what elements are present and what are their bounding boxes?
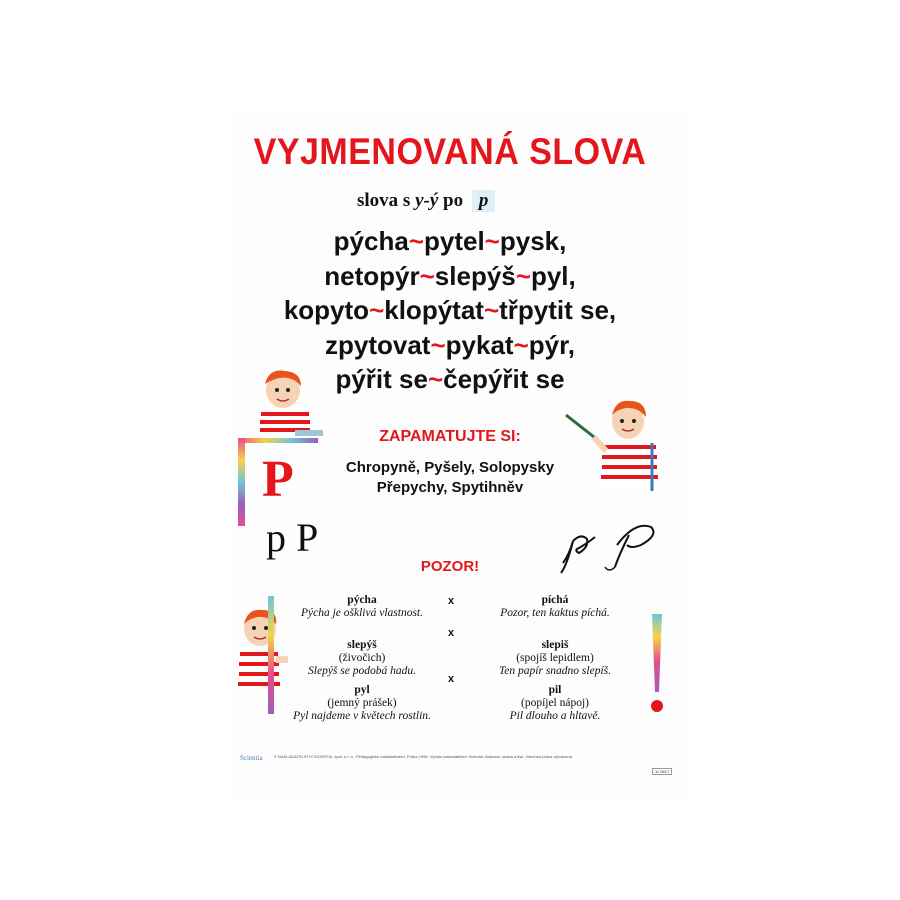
word-line <box>0 224 900 259</box>
comparison-right-3 <box>460 684 650 729</box>
left-sentence: Pýcha je ošklivá vlastnost. <box>301 607 423 619</box>
word-line <box>0 362 900 397</box>
comparison-left-1 <box>267 594 457 639</box>
subtitle-po: po <box>443 190 464 211</box>
comparison-left-2 <box>267 639 457 684</box>
right-note: (popíjel nápoj) <box>520 697 590 709</box>
subtitle-prefix: slova s <box>357 190 411 211</box>
word: pýřit se <box>335 364 428 394</box>
comparison-left-3 <box>267 684 457 729</box>
left-sentence: Pyl najdeme v květech rostlin. <box>293 710 431 722</box>
word: kopyto <box>283 295 370 325</box>
tilde-separator: ~ <box>408 226 424 256</box>
tilde-separator: ~ <box>483 295 500 325</box>
word: pytel <box>423 226 485 256</box>
left-word: slepýš <box>347 639 377 651</box>
right-sentence: Ten papír snadno slepíš. <box>498 665 612 677</box>
word-line <box>0 328 900 363</box>
x-mark: x <box>448 627 455 639</box>
word: klopýtat <box>384 295 484 325</box>
left-note: (jemný prášek) <box>327 697 397 709</box>
boy-with-pointer-illustration <box>560 395 670 495</box>
big-letter-p: P <box>262 451 294 508</box>
tilde-separator: ~ <box>419 260 435 291</box>
footer-code: 11 0617 <box>652 768 672 775</box>
left-word: pyl <box>354 684 370 696</box>
right-note: (spojíš lepidlem) <box>516 652 594 664</box>
word: pykat <box>445 329 514 360</box>
word-list <box>0 224 900 397</box>
subtitle <box>357 190 495 212</box>
printed-letters: p P <box>266 515 319 560</box>
right-word: slepiš <box>541 639 569 651</box>
poster-title: VYJMENOVANÁ SLOVA <box>253 131 647 173</box>
comparison-right-1 <box>460 594 650 639</box>
tilde-separator: ~ <box>427 364 444 394</box>
right-sentence: Pozor, ten kaktus píchá. <box>500 607 610 619</box>
tilde-separator: ~ <box>484 226 500 256</box>
right-word: píchá <box>541 594 569 606</box>
footer-imprint: © NAKLADATELSTVÍ SCIENTIA, spol. s r. o., Pědagogické nakladatelství, Praha 1998. Vydalo nakladatelství Scientia, ilustrace, sazba a tisk. Všechna práva vyhrazena. <box>274 754 573 759</box>
right-word: pil <box>548 684 562 696</box>
comparison-right-column <box>460 594 650 729</box>
tilde-separator: ~ <box>369 295 385 325</box>
left-word: pýcha <box>347 594 377 606</box>
remember-line-1: Chropyně, Pyšely, Solopysky <box>345 459 555 476</box>
word-line <box>0 293 900 328</box>
subtitle-letter: p <box>472 190 496 212</box>
word: zpytovat <box>324 329 431 360</box>
word: pyl, <box>530 260 576 291</box>
left-sentence: Slepýš se podobá hadu. <box>308 665 416 677</box>
word-line <box>0 259 900 294</box>
publisher-logo: Scientia <box>240 754 263 762</box>
word: pysk, <box>499 226 567 256</box>
comparison-right-2 <box>460 639 650 684</box>
right-sentence: Pil dlouho a hltavě. <box>509 710 601 722</box>
word: pýcha <box>333 226 409 256</box>
remember-line-2: Přepychy, Spytihněv <box>376 479 524 496</box>
comparison-left-column <box>267 594 457 729</box>
left-note: (živočich) <box>338 652 386 664</box>
tilde-separator: ~ <box>430 329 446 360</box>
word: netopýr <box>324 260 420 291</box>
remember-title: ZAPAMATUJTE SI: <box>379 428 521 445</box>
word: třpytit se, <box>499 295 617 325</box>
tilde-separator: ~ <box>515 260 531 291</box>
word: pýr, <box>528 329 575 360</box>
x-mark: x <box>448 673 455 685</box>
pozor-heading: POZOR! <box>420 558 480 575</box>
x-mark: x <box>448 595 455 607</box>
remember-list <box>0 458 900 498</box>
subtitle-letters: y-ý <box>415 190 439 211</box>
exclamation-icon <box>650 614 664 714</box>
word: čepýřit se <box>443 364 565 394</box>
word: slepýš <box>434 260 516 291</box>
tilde-separator: ~ <box>513 329 529 360</box>
